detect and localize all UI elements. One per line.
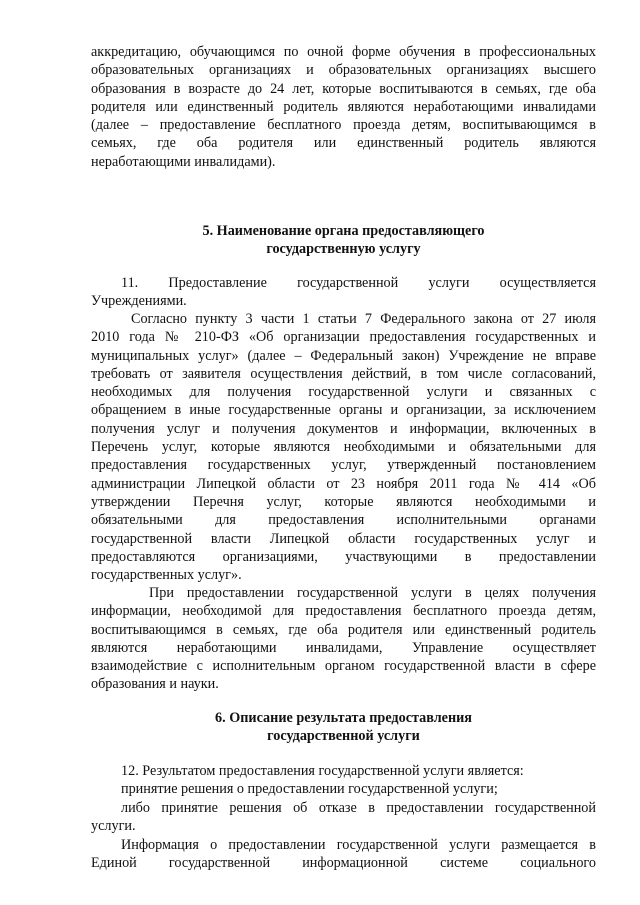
text-line: информации, необходимой для предоставления бесплатного проезда детям, <box>91 603 596 620</box>
heading-line: 5. Наименование органа предоставляющего <box>202 223 485 239</box>
text-line: муниципальных услуг» (далее – Федеральный закон) Учреждение не вправе <box>91 347 596 364</box>
text-line: 12. Результатом предоставления государственной услуги является: <box>121 763 524 779</box>
text-line: Единой государственной информационной системе социального <box>91 855 596 872</box>
text-line: предоставления государственных услуг, утвержденный постановлением <box>91 457 596 474</box>
text-line: неработающими инвалидами). <box>91 153 276 170</box>
text-line: обращением в иные государственные органы и организации, за исключением <box>91 402 596 419</box>
text-line: услуги. <box>91 817 136 834</box>
text-line: Информация о предоставлении государственной услуги размещается в <box>121 837 596 853</box>
paragraph-11-interaction <box>91 584 596 694</box>
heading-line: государственной услуги <box>267 728 420 745</box>
text-line: Перечень услуг, которые являются необходимыми и обязательными для <box>91 439 596 456</box>
text-line: (далее – предоставление бесплатного проезда детям, воспитывающимся в <box>91 117 596 134</box>
text-line: аккредитацию, обучающимся по очной форме обучения в профессиональных <box>91 44 596 60</box>
text-line: принятие решения о предоставлении государственной услуги; <box>121 781 498 798</box>
text-line: требовать от заявителя осуществления действий, в том числе согласований, <box>91 365 596 382</box>
text-line: утверждении Перечня услуг, которые являются необходимыми и <box>91 493 596 510</box>
intro-paragraph <box>91 43 596 171</box>
section-5-heading <box>91 222 596 259</box>
text-line: образовательных организациях и образовательных организациях высшего <box>91 62 596 79</box>
text-line: родителя или единственный родитель являются неработающими инвалидами <box>91 98 596 115</box>
heading-line: 6. Описание результата предоставления <box>215 710 472 726</box>
text-line: воспитывающимся в семьях, где оба родителя или единственный родитель <box>91 621 596 638</box>
text-line: государственных услуг». <box>91 567 242 584</box>
text-line: семьях, где оба родителя или единственный родитель являются <box>91 135 596 152</box>
text-line: получения услуг и получения документов и информации, включенных в <box>91 420 596 437</box>
text-line: взаимодействие с исполнительным органом государственной власти в сфере <box>91 658 596 675</box>
text-line: предоставляются организациями, участвующими в предоставлении <box>91 548 596 565</box>
text-line: Согласно пункту 3 части 1 статьи 7 Федерального закона от 27 июля <box>131 311 596 327</box>
heading-line: государственную услугу <box>266 241 421 258</box>
text-line: обязательными для предоставления исполнительными органами <box>91 512 596 529</box>
paragraph-11-law-reference <box>91 310 596 584</box>
text-line: необходимых для получения государственной услуги и связанных с <box>91 384 596 401</box>
text-line: образования и науки. <box>91 676 219 693</box>
paragraph-12-information <box>91 836 596 873</box>
paragraph-11 <box>91 274 596 311</box>
text-line: государственной власти Липецкой области государственных услуг и <box>91 530 596 547</box>
paragraph-12 <box>91 762 596 835</box>
text-line: либо принятие решения об отказе в предоставлении государственной <box>121 799 596 816</box>
section-6-heading <box>91 709 596 746</box>
text-line: 11. Предоставление государственной услуги осуществляется <box>121 275 596 291</box>
text-line: Учреждениями. <box>91 293 187 310</box>
text-line: образования в возрасте до 24 лет, которые воспитываются в семьях, где оба <box>91 80 596 97</box>
text-line: При предоставлении государственной услуги в целях получения <box>149 585 596 601</box>
text-line: администрации Липецкой области от 23 ноября 2011 года № 414 «Об <box>91 475 596 492</box>
text-line: являются неработающими инвалидами, Управление осуществляет <box>91 639 596 656</box>
text-line: 2010 года № 210-ФЗ «Об организации предоставления государственных и <box>91 329 596 346</box>
